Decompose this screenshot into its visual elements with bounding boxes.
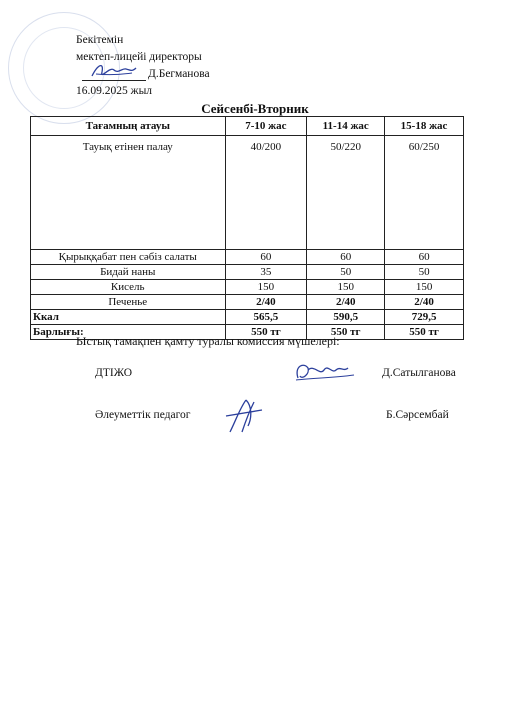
table-header-row <box>31 117 464 136</box>
total-label: Барлығы: <box>31 325 226 340</box>
director-signature <box>88 60 138 82</box>
portion-7-10: 40/200 <box>225 136 307 250</box>
portion-11-14: 150 <box>307 280 385 295</box>
approval-line-2: мектеп-лицейі директоры <box>76 51 202 63</box>
kcal-7-10: 565,5 <box>225 310 307 325</box>
portion-11-14: 2/40 <box>307 295 385 310</box>
dish-name: Бидай наны <box>31 265 226 280</box>
portion-15-18: 150 <box>385 280 464 295</box>
portion-7-10: 35 <box>225 265 307 280</box>
table-row <box>31 265 464 280</box>
dish-name: Кисель <box>31 280 226 295</box>
column-header-dish: Тағамның атауы <box>31 117 226 136</box>
member-signature <box>292 358 358 386</box>
portion-15-18: 2/40 <box>385 295 464 310</box>
approval-line-1: Бекітемін <box>76 34 124 46</box>
commission-heading: Ыстық тамақпен қамту туралы комиссия мүшелері: <box>76 334 340 348</box>
total-15-18: 550 тг <box>385 325 464 340</box>
member-role: ДТІЖО <box>95 367 133 379</box>
kcal-row <box>31 310 464 325</box>
dish-name: Тауық етінен палау <box>31 136 226 250</box>
column-header-age-7-10: 7-10 жас <box>225 117 307 136</box>
dish-name: Печенье <box>31 295 226 310</box>
director-name: Д.Бегманова <box>148 68 210 80</box>
table-row <box>31 280 464 295</box>
column-header-age-11-14: 11-14 жас <box>307 117 385 136</box>
member-name: Б.Сәрсембай <box>386 409 449 421</box>
kcal-15-18: 729,5 <box>385 310 464 325</box>
table-row <box>31 250 464 265</box>
column-header-age-15-18: 15-18 жас <box>385 117 464 136</box>
table-row <box>31 295 464 310</box>
portion-11-14: 50 <box>307 265 385 280</box>
member-name: Д.Сатылганова <box>382 367 456 379</box>
portion-7-10: 60 <box>225 250 307 265</box>
menu-table <box>30 116 464 340</box>
portion-15-18: 50 <box>385 265 464 280</box>
portion-7-10: 150 <box>225 280 307 295</box>
portion-15-18: 60/250 <box>385 136 464 250</box>
portion-11-14: 60 <box>307 250 385 265</box>
portion-11-14: 50/220 <box>307 136 385 250</box>
approval-date: 16.09.2025 жыл <box>76 85 153 97</box>
total-11-14: 550 тг <box>307 325 385 340</box>
kcal-label: Ккал <box>31 310 226 325</box>
kcal-11-14: 590,5 <box>307 310 385 325</box>
page-title: Сейсенбі-Вторник <box>201 101 309 116</box>
member-role: Әлеуметтік педагог <box>95 409 191 421</box>
dish-name: Қырыққабат пен сәбіз салаты <box>31 250 226 265</box>
member-signature <box>222 396 266 436</box>
total-7-10: 550 тг <box>225 325 307 340</box>
portion-15-18: 60 <box>385 250 464 265</box>
table-row <box>31 136 464 250</box>
portion-7-10: 2/40 <box>225 295 307 310</box>
